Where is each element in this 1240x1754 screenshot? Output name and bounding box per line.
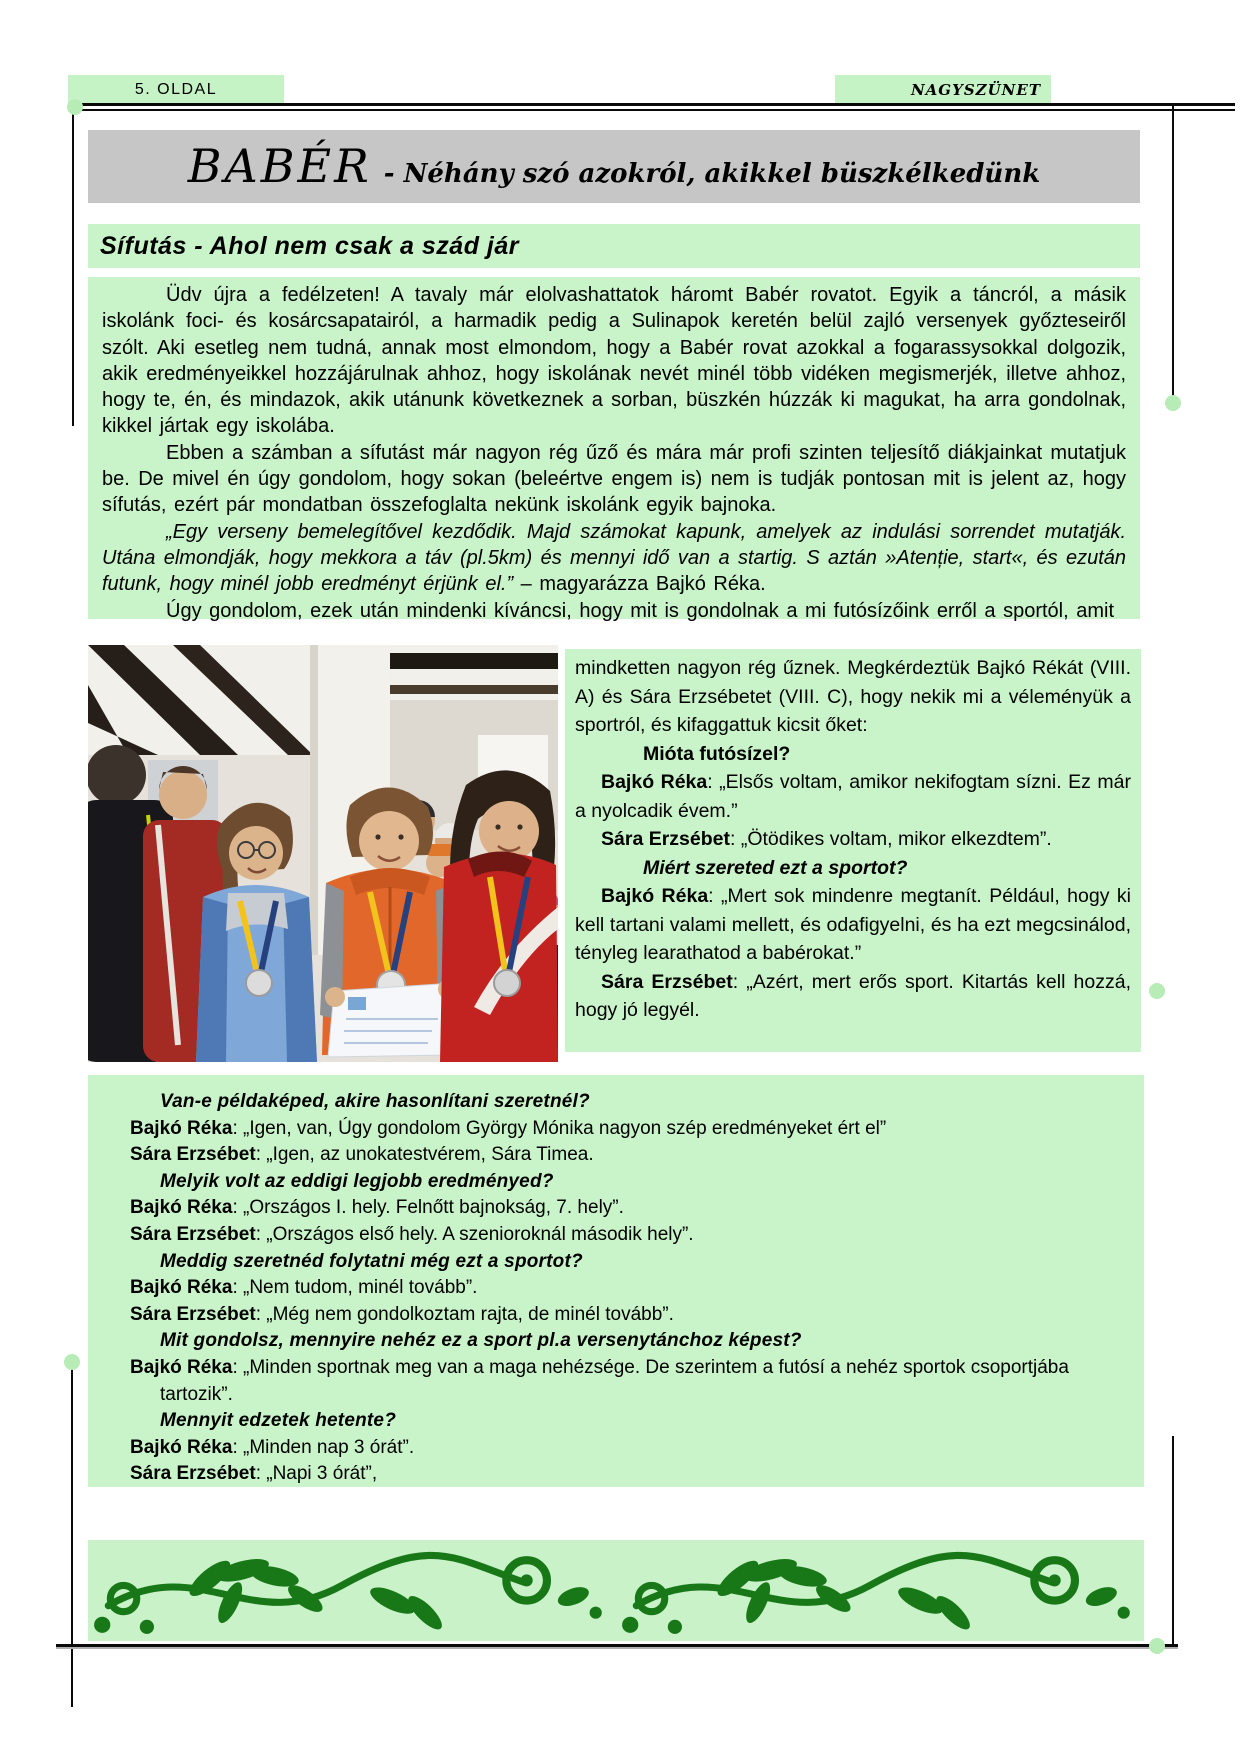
corner-dot	[67, 99, 83, 115]
answer-text: : „Ötödikes voltam, mikor elkezdtem”.	[730, 828, 1052, 850]
border-dot	[1165, 395, 1181, 411]
quote-paragraph	[102, 519, 1126, 598]
right-border-line	[1172, 106, 1174, 398]
answer-text: : „Még nem gondolkoztam rajta, de minél tovább”.	[255, 1303, 674, 1325]
intro-paragraph: Úgy gondolom, ezek után mindenki kíváncsi, hogy mit is gondolnak a mi futósízőink erről a sportól, amit	[166, 599, 1114, 622]
speaker-name: Sára Erzsébet	[601, 970, 733, 993]
question-line: Van-e példaképed, akire hasonlítani szeretnél?	[160, 1091, 590, 1112]
answer-text: : „Igen, van, Úgy gondolom György Mónika nagyon szép eredményeket ért el”	[232, 1117, 887, 1139]
vine-flourish-icon	[88, 1540, 1144, 1641]
answer-line	[88, 1116, 1120, 1143]
answer-text: : „Azért, mert erős sport. Kitartás kell hozzá, hogy jó legyél.	[575, 970, 1131, 1021]
answer-line	[88, 1275, 1120, 1302]
answer-line	[575, 768, 1131, 825]
answer-text: : „Országos első hely. A szenioroknál második hely”.	[255, 1223, 694, 1245]
answer-line	[575, 968, 1131, 1025]
answer-text: : „Napi 3 órát”,	[255, 1463, 378, 1485]
answer-line	[88, 1435, 1120, 1462]
quote-text: „Egy verseny bemelegítővel kezdődik. Majd számokat kapunk, amelyek az indulási sorrendet mutatják. Utána elmondják, hogy mekkora a táv (pl.5km) és mennyi idő van a startig. S aztán »Atenție, start«, és ezután futunk, hogy minél jobb eredményt érjünk el.”	[102, 520, 1126, 596]
column-title-subtitle: - Néhány szó azokról, akikkel büszkélkedünk	[383, 159, 1041, 189]
question-line: Melyik volt az eddigi legjobb eredményed?	[160, 1170, 554, 1192]
award-ceremony-photo	[88, 645, 558, 1062]
intro-paragraph: Üdv újra a fedélzeten! A tavaly már elolvashattatok háromt Babér rovatot. Egyik a táncról, a másik iskolánk foci- és kosárcsapatairól, a harmadik pedig a Sulinapok keretén belül zajló versenyek győzteseiről szólt. Aki esetleg nem tudná, annak most elmondom, hogy a Babér rovat azokkal a fogarassysokkal dolgozik, akik eredményeikkel hozzájárulnak ahhoz, hogy iskolának nevét minél több vidéken megismerjék, illetve ahhoz, hogy te, én, és mindazok, akik utánunk következnek a sorban, büszkén húzzák ki magukat, ha arra gondolnak, kikkel jártak egy iskolába.	[102, 284, 1126, 438]
column-header-bar	[88, 130, 1140, 203]
answer-text: : „Országos I. hely. Felnőtt bajnokság, 7. hely”.	[232, 1197, 624, 1219]
answer-line	[88, 1355, 1120, 1408]
speaker-name: Bajkó Réka	[130, 1356, 233, 1378]
question-line: Meddig szeretnéd folytatni még ezt a sportot?	[160, 1250, 583, 1272]
question-line: Mennyit edzetek hetente?	[160, 1410, 397, 1432]
answer-line	[88, 1461, 1120, 1488]
page-number-label: 5. OLDAL	[68, 75, 284, 105]
speaker-name: Bajkó Réka	[130, 1436, 233, 1458]
interview-bottom-block	[88, 1075, 1144, 1487]
border-dot	[1149, 983, 1165, 999]
speaker-name: Bajkó Réka	[130, 1117, 233, 1139]
answer-text: : „Minden nap 3 órát”.	[232, 1436, 415, 1458]
answer-line	[575, 882, 1131, 968]
question-line: Miért szereted ezt a sportot?	[643, 856, 908, 879]
intro-text-block	[88, 277, 1140, 622]
answer-line	[88, 1302, 1120, 1329]
left-border-line	[72, 106, 74, 426]
answer-text: : „Nem tudom, minél tovább”.	[232, 1277, 478, 1299]
speaker-name: Bajkó Réka	[130, 1277, 233, 1299]
speaker-name: Sára Erzsébet	[130, 1223, 256, 1245]
question-line: Mióta futósízel?	[643, 742, 791, 765]
interview-lead: mindketten nagyon rég űznek. Megkérdeztük Bajkó Rékát (VIII. A) és Sára Erzsébetet (VIII. C), hogy nekik mi a véleményük a sportról, és kifaggattuk kicsit őket:	[575, 657, 1131, 736]
masthead-title: NAGYSZÜNET	[835, 75, 1051, 105]
speaker-name: Bajkó Réka	[130, 1197, 233, 1219]
answer-text: : „Elsős voltam, amikor nekifogtam sízni. Ez már a nyolcadik évem.”	[575, 771, 1131, 822]
top-double-rule	[68, 103, 1235, 111]
answer-text: : „Mert sok mindenre megtanít. Például, hogy ki kell tartani valami mellett, és odafigyelni, és ha ezt megcsinálod, tényleg learathatod a babérokat.”	[575, 885, 1131, 964]
speaker-name: Sára Erzsébet	[130, 1303, 256, 1325]
speaker-name: Bajkó Réka	[601, 885, 709, 907]
border-dot	[64, 1354, 80, 1370]
corner-dot	[1149, 1638, 1165, 1654]
intro-paragraph: Ebben a számban a sífutást már nagyon rég űző és mára már profi szinten teljesítő diákjainkat mutatjuk be. De mivel én úgy gondolom, hogy sokan (beleértve engem is) nem is tudják pontosan mit is jelent az, hogy sífutás, ezért pár mondatban összefoglalta nekünk iskolánk egyik bajnoka.	[102, 441, 1126, 517]
flourish-border	[88, 1540, 1144, 1641]
article-title-bar: Sífutás - Ahol nem csak a szád jár	[88, 224, 1140, 268]
speaker-name: Sára Erzsébet	[130, 1144, 256, 1166]
answer-line	[575, 825, 1131, 854]
answer-line	[88, 1195, 1120, 1222]
speaker-name: Bajkó Réka	[601, 771, 708, 793]
speaker-name: Sára Erzsébet	[130, 1463, 256, 1485]
column-title-script: BABÉR	[187, 139, 372, 193]
interview-column	[565, 649, 1141, 1052]
answer-text: : „Minden sportnak meg van a maga nehézsége. De szerintem a futósí a nehéz sportok csoportjába tartozik”.	[160, 1356, 1069, 1405]
answer-line	[88, 1222, 1120, 1249]
question-line: Mit gondolsz, mennyire nehéz ez a sport pl.a versenytánchoz képest?	[160, 1330, 802, 1352]
answer-line	[88, 1142, 1120, 1169]
right-border-line-lower	[1172, 1436, 1174, 1648]
bottom-rule	[56, 1644, 1178, 1649]
speaker-name: Sára Erzsébet	[601, 828, 730, 850]
quote-attribution: – magyarázza Bajkó Réka.	[513, 573, 766, 596]
left-border-line-lower	[71, 1362, 73, 1707]
answer-text: : „Igen, az unokatestvérem, Sára Timea.	[255, 1144, 594, 1166]
